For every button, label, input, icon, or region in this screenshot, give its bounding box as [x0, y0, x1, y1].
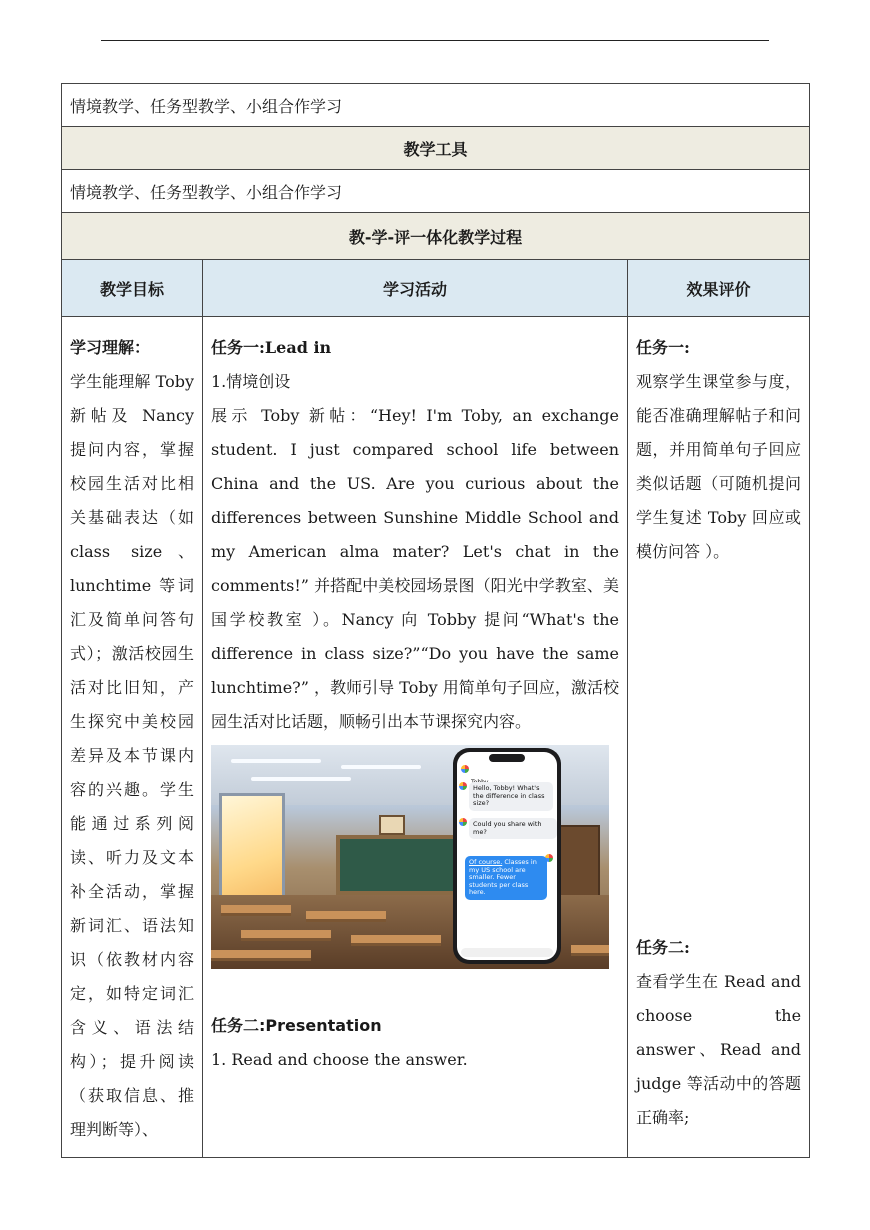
task2-step: 1. Read and choose the answer. [211, 1050, 468, 1069]
objective-cell [62, 317, 203, 1158]
tools-header: 教学工具 [62, 127, 810, 170]
phone-notch [489, 754, 525, 762]
tools-cell: 情境教学、任务型教学、小组合作学习 [62, 170, 810, 213]
method-row [62, 84, 810, 127]
evaluation-cell [628, 317, 810, 1158]
process-header-row [62, 213, 810, 260]
tools-header-row [62, 127, 810, 170]
phone-input-bar [461, 948, 553, 957]
desk [306, 911, 386, 922]
ceiling-light [341, 765, 421, 769]
objective-heading: 学习理解： [70, 338, 151, 357]
avatar-icon [459, 818, 467, 826]
phone-mockup [453, 748, 561, 964]
classroom-chat-image [211, 745, 609, 969]
eval-task1-text: 观察学生课堂参与度，能否准确理解帖子和问题，并用简单句子回应类似话题（可随机提问学生复述 Toby 回应或模仿问答 ）。 [636, 372, 802, 561]
col-header-evaluation: 效果评价 [628, 260, 810, 317]
task1-title: 任务一:Lead in [211, 338, 332, 357]
process-header: 教-学-评一体化教学过程 [62, 213, 810, 260]
col-header-objective: 教学目标 [62, 260, 203, 317]
desk [221, 905, 291, 916]
wall-clock [379, 815, 405, 835]
lesson-plan-table [61, 83, 810, 1158]
eval-task2-text: 查看学生在 Read and choose the answer、Read and judge 等活动中的答题正确率; [636, 972, 802, 1127]
objective-text: 学生能理解 Toby 新帖及 Nancy 提问内容，掌握校园生活对比相关基础表达（如 class size、lunchtime 等词汇及简单问答句式）；激活校园生活对比旧知，产生探究中美校园差异及本节课内容的兴趣。学生能通过系列阅读、听力及文本补全活动，掌握新词汇、语法知识（依教材内容定，如特定词汇含义、语法结构）；提升阅读（获取信息、推理判断等）、 [70, 372, 194, 1139]
chat-reply [465, 856, 547, 900]
content-row [62, 317, 810, 1158]
task1-paragraph: 展示 Toby 新帖：“Hey! I'm Toby, an exchange student. I just compared school life between China and the US. Are you curious about the differences between Sunshine Middle School and my American alma mater? Let's chat in the comments!” 并搭配中美校园场景图（阳光中学教室、美国学校教室 ）。Nancy 向 Tobby 提问“What's the difference in class size?”“Do you have the same lunchtime?” ，教师引导 Toby 用简单句子回应，激活校园生活对比话题，顺畅引出本节课探究内容。 [211, 406, 619, 731]
task2-title: 任务二:Presentation [211, 1016, 382, 1035]
reply-text: Classes in my US school are smaller. Fewer students per class here. [469, 858, 537, 896]
teaching-method-cell: 情境教学、任务型教学、小组合作学习 [62, 84, 810, 127]
desk [571, 945, 609, 956]
chat-message-2: Could you share with me? [469, 818, 557, 839]
chat-message-1: Hello, Tobby! What's the difference in class size? [469, 782, 553, 811]
chalkboard [336, 835, 459, 895]
phone-toolbar [459, 936, 555, 946]
avatar-icon [459, 782, 467, 790]
desk [241, 930, 331, 941]
eval-task2-title: 任务二: [636, 938, 690, 957]
avatar-icon [461, 765, 469, 773]
reply-link: Of course. [469, 858, 503, 866]
col-header-activity: 学习活动 [203, 260, 628, 317]
header-rule [101, 40, 769, 41]
ceiling-light [231, 759, 321, 763]
eval-task1-title: 任务一: [636, 338, 690, 357]
task1-step: 1.情境创设 [211, 372, 291, 391]
desk [211, 950, 311, 961]
desk [351, 935, 441, 946]
ceiling-light [251, 777, 351, 781]
phone-screen [457, 752, 557, 960]
classroom-window [219, 793, 285, 909]
column-header-row [62, 260, 810, 317]
activity-cell [203, 317, 628, 1158]
tools-row [62, 170, 810, 213]
